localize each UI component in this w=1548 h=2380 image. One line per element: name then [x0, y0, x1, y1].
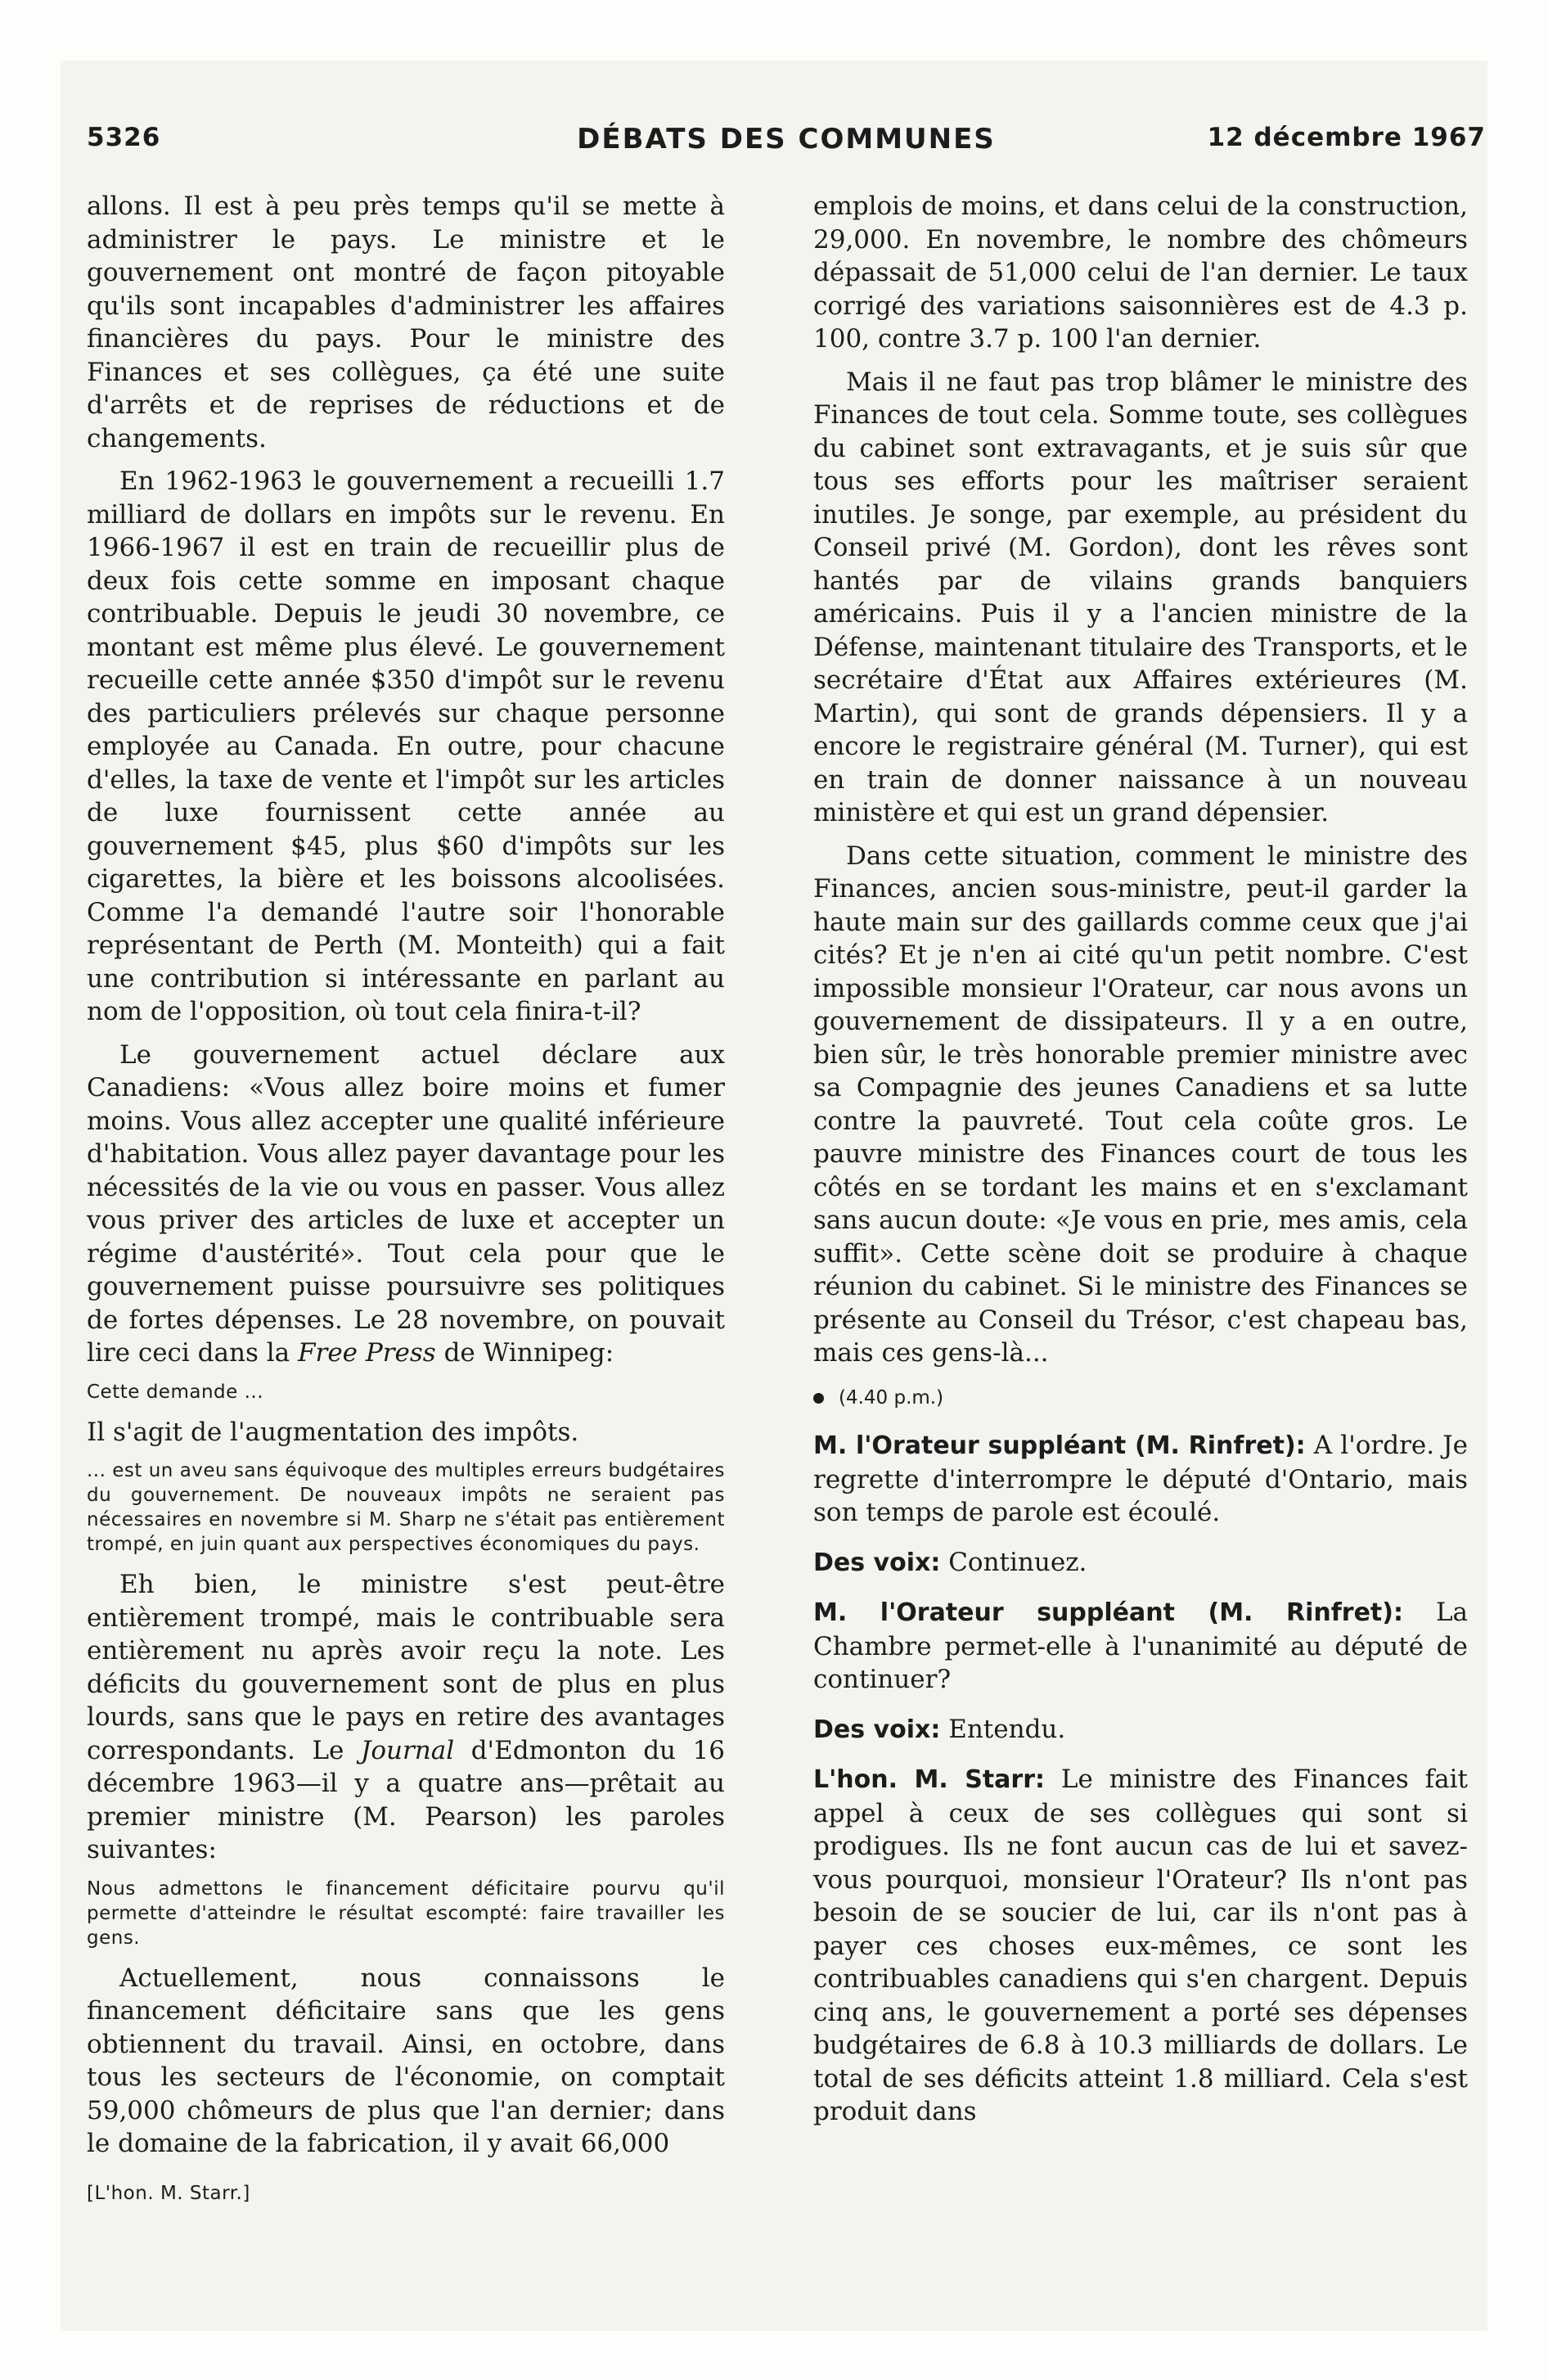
- text-run: d'Edmonton du 16 décembre 1963—il y a quatre ans—prêtait au premier ministre (M. Pearson) les paroles suivantes:: [87, 1735, 725, 1864]
- speech: [813, 1763, 1468, 2129]
- block-quote: Nous admettons le financement déficitaire pourvu qu'il permette d'atteindre le résultat escompté: faire travailler les gens.: [87, 1877, 725, 1949]
- speaker-name: L'hon. M. Starr:: [813, 1765, 1046, 1794]
- speaker-name: M. l'Orateur suppléant (M. Rinfret):: [813, 1598, 1403, 1627]
- paragraph: [87, 1039, 725, 1370]
- page-number: 5326: [87, 123, 161, 152]
- paragraph: Mais il ne faut pas trop blâmer le ministre des Finances de tout cela. Somme toute, ses collègues du cabinet sont extravagants, et je suis sûr que tous ses efforts pour les maîtriser seraient inutiles. Je songe, par exemple, au président du Conseil privé (M. Gordon), dont les rêves sont hantés par de vilains grands banquiers américains. Puis il y a l'ancien ministre de la Défense, maintenant titulaire des Transports, et le secrétaire d'État aux Affaires extérieures (M. Martin), qui sont de grands dépensiers. Il y a encore le registraire général (M. Turner), qui est en train de donner naissance à un nouveau ministère et qui est un grand dépensier.: [813, 367, 1468, 827]
- block-quote: ... est un aveu sans équivoque des multiples erreurs budgétaires du gouvernement. De nouveaux impôts ne seraient pas nécessaires en novembre si M. Sharp ne s'était pas entièrement trompé, en juin quant aux perspectives économiques du pays.: [87, 1460, 725, 1555]
- page-date: 12 décembre 1967: [1207, 123, 1486, 152]
- newspaper-name: Journal: [360, 1735, 455, 1765]
- speech-text: Entendu.: [940, 1714, 1066, 1744]
- paragraph: Actuellement, nous connaissons le financement déficitaire sans que les gens obtiennent du travail. Ainsi, en octobre, dans tous les secteurs de l'économie, on comptait 59,000 chômeurs de plus que l'an dernier; dans le domaine de la fabrication, il y avait 66,000: [87, 1963, 725, 2158]
- speech: [813, 1546, 1468, 1580]
- paragraph: Dans cette situation, comment le ministre des Finances, ancien sous-ministre, peut-il garder la haute main sur des gaillards comme ceux que j'ai cités? Et je n'en ai cité qu'un petit nombre. C'est impossible monsieur l'Orateur, car nous avons un gouvernement de dissipateurs. Il y a en outre, bien sûr, le très honorable premier ministre avec sa Compagnie des jeunes Canadiens et sa lutte contre la pauvreté. Tout cela coûte gros. Le pauvre ministre des Finances court de tous les côtés en se tordant les mains et en s'exclamant sans aucun doute: «Je vous en prie, mes amis, cela suffit». Cette scène doit se produire à chaque réunion du cabinet. Si le ministre des Finances se présente au Conseil du Trésor, c'est chapeau bas, mais ces gens-là...: [813, 841, 1468, 1368]
- text-run: Le gouvernement actuel déclare aux Canadiens: «Vous allez boire moins et fumer moins. Vous allez accepter une qualité inférieure d'habitation. Vous allez payer davantage pour les nécessités de la vie ou vous en passer. Vous allez vous priver des articles de luxe et accepter un régime d'austérité». Tout cela pour que le gouvernement puisse poursuivre ses politiques de fortes dépenses. Le 28 novembre, on pouvait lire ceci dans la: [87, 1039, 725, 1368]
- right-column: [813, 190, 1468, 2139]
- paragraph: [87, 1568, 725, 1867]
- time-stamp: [813, 1382, 1468, 1415]
- speech: [813, 1429, 1468, 1530]
- speech: [813, 1596, 1468, 1697]
- paragraph: allons. Il est à peu près temps qu'il se mette à administrer le pays. Le ministre et le gouvernement ont montré de façon pitoyable qu'ils sont incapables d'administrer les affaires financières du pays. Pour le ministre des Finances et ses collègues, ça été une suite d'arrêts et de reprises de réductions et de changements.: [87, 192, 725, 453]
- speaker-name: Des voix:: [813, 1715, 941, 1744]
- speech-text: A l'ordre. Je regrette d'interrompre le député d'Ontario, mais son temps de parole est écoulé.: [813, 1431, 1468, 1527]
- speaker-footer: [L'hon. M. Starr.]: [87, 2182, 250, 2204]
- speaker-name: Des voix:: [813, 1548, 941, 1577]
- speech-text: Continuez.: [940, 1547, 1087, 1577]
- newspaper-name: Free Press: [298, 1338, 436, 1368]
- time-text: (4.40 p.m.): [839, 1386, 944, 1409]
- text-run: de Winnipeg:: [435, 1338, 614, 1368]
- paragraph: Il s'agit de l'augmentation des impôts.: [87, 1417, 579, 1447]
- speech-text: Le ministre des Finances fait appel à ceux de ses collègues qui sont si prodigues. Ils ne font aucun cas de lui et savez-vous pourquoi, monsieur l'Orateur? Ils n'ont pas besoin de se soucier de lui, car ils n'ont pas à payer ces choses eux-mêmes, ce sont les contribuables canadiens qui s'en chargent. Depuis cinq ans, le gouvernement a porté ses dépenses budgétaires de 6.8 à 10.3 milliards de dollars. Le total de ses déficits atteint 1.8 milliard. Cela s'est produit dans: [813, 1765, 1468, 2126]
- speaker-name: M. l'Orateur suppléant (M. Rinfret):: [813, 1431, 1306, 1460]
- bullet-icon: [813, 1393, 824, 1404]
- speech-text: La Chambre permet-elle à l'unanimité au député de continuer?: [813, 1598, 1469, 1694]
- paragraph: En 1962-1963 le gouvernement a recueilli 1.7 milliard de dollars en impôts sur le revenu. En 1966-1967 il est en train de recueillir plus de deux fois cette somme en imposant chaque contribuable. Depuis le jeudi 30 novembre, ce montant est même plus élevé. Le gouvernement recueille cette année $350 d'impôt sur le revenu des particuliers prélevés sur chaque personne employée au Canada. En outre, pour chacune d'elles, la taxe de vente et l'impôt sur les articles de luxe fournissent cette année au gouvernement $45, plus $60 d'impôts sur les cigarettes, la bière et les boissons alcoolisées. Comme l'a demandé l'autre soir l'honorable représentant de Perth (M. Monteith) qui a fait une contribution si intéressante en parlant au nom de l'opposition, où tout cela finira-t-il?: [87, 467, 725, 1026]
- page-header: [87, 123, 1486, 172]
- block-quote: Cette demande ...: [87, 1381, 264, 1403]
- text-run: Eh bien, le ministre s'est peut-être entièrement trompé, mais le contribuable sera entièrement nu après avoir reçu la note. Les déficits du gouvernement sont de plus en plus lourds, sans que le pays en retire des avantages correspondants. Le: [87, 1570, 725, 1765]
- paragraph: emplois de moins, et dans celui de la construction, 29,000. En novembre, le nombre des chômeurs dépassait de 51,000 celui de l'an dernier. Le taux corrigé des variations saisonnières est de 4.3 p. 100, contre 3.7 p. 100 l'an dernier.: [813, 192, 1468, 354]
- left-column: [87, 190, 725, 2210]
- page-title: DÉBATS DES COMMUNES: [577, 123, 996, 156]
- speech: [813, 1713, 1468, 1747]
